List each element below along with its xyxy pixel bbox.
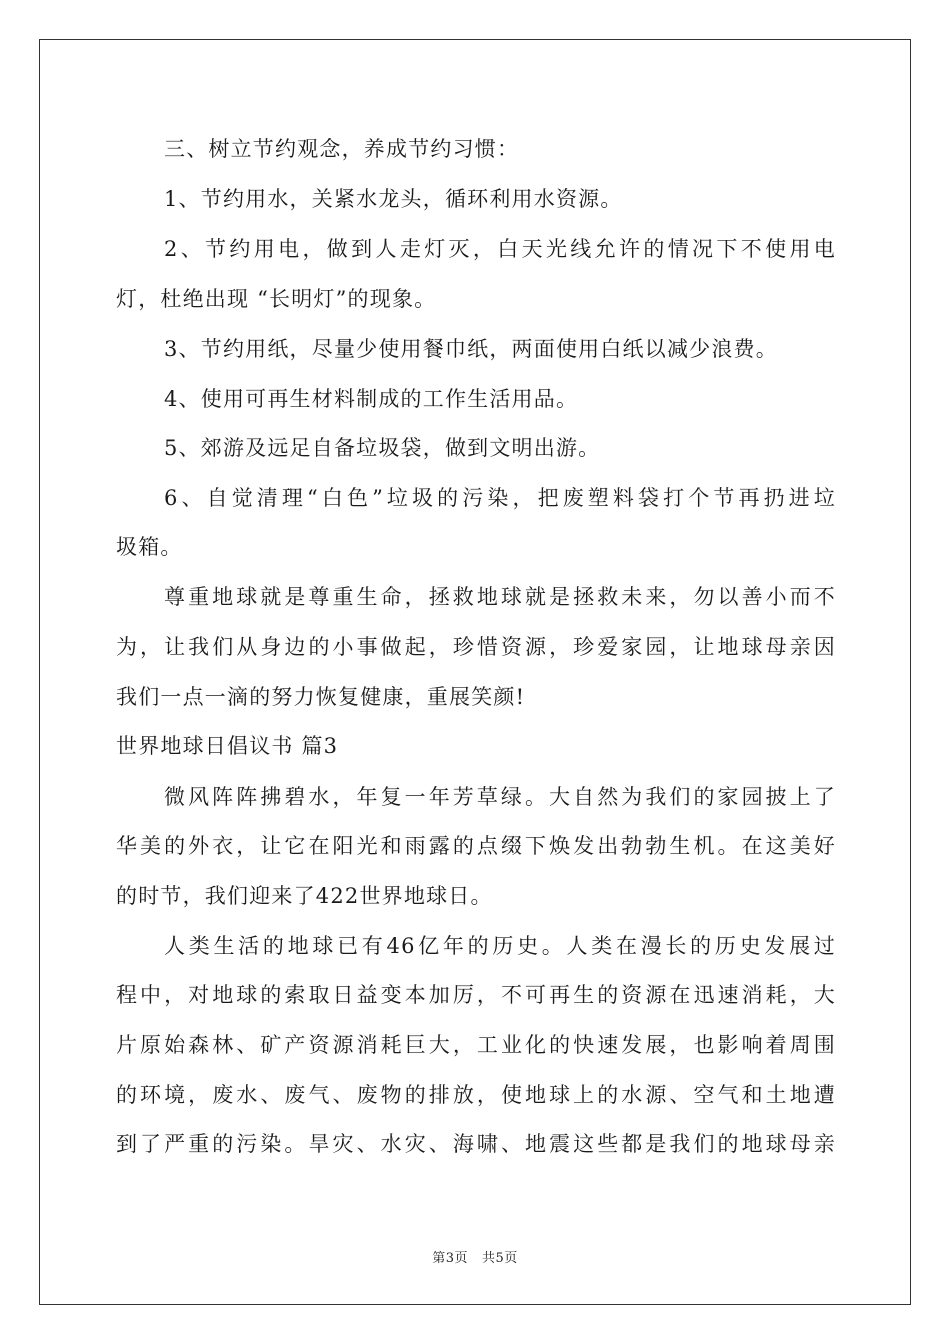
- closing-paragraph-line-1: 尊重地球就是尊重生命，拯救地球就是拯救未来，勿以善小而不: [164, 585, 836, 609]
- page-total: 共5页: [482, 1251, 518, 1266]
- history-paragraph-line-4: 的环境，废水、废气、废物的排放，使地球上的水源、空气和土地遭: [116, 1083, 836, 1107]
- intro-paragraph-line-1: 微风阵阵拂碧水，年复一年芳草绿。大自然为我们的家园披上了: [164, 785, 836, 809]
- history-paragraph-line-1: 人类生活的地球已有46亿年的历史。人类在漫长的历史发展过: [164, 934, 836, 958]
- list-item-3: 3、节约用纸，尽量少使用餐巾纸，两面使用白纸以减少浪费。: [164, 337, 778, 361]
- intro-paragraph-line-3: 的时节，我们迎来了422世界地球日。: [116, 884, 493, 908]
- page-footer: [0, 1247, 950, 1266]
- closing-paragraph-line-2: 为，让我们从身边的小事做起，珍惜资源，珍爱家园，让地球母亲因: [116, 635, 836, 659]
- list-item-1: 1、节约用水，关紧水龙头，循环利用水资源。: [164, 187, 623, 211]
- page-number: 第3页: [432, 1251, 468, 1266]
- list-item-4: 4、使用可再生材料制成的工作生活用品。: [164, 387, 579, 411]
- list-item-6-line-2: 圾箱。: [116, 535, 183, 559]
- list-item-2-line-1: 2、节约用电，做到人走灯灭，白天光线允许的情况下不使用电: [164, 237, 836, 261]
- closing-paragraph-line-3: 我们一点一滴的努力恢复健康，重展笑颜!: [116, 685, 526, 709]
- page-border: [39, 39, 911, 1305]
- intro-paragraph-line-2: 华美的外衣，让它在阳光和雨露的点缀下焕发出勃勃生机。在这美好: [116, 834, 836, 858]
- article-title: 世界地球日倡议书 篇3: [116, 734, 339, 758]
- list-item-2-line-2: 灯，杜绝出现 “长明灯”的现象。: [116, 287, 437, 311]
- list-item-5: 5、郊游及远足自备垃圾袋，做到文明出游。: [164, 436, 601, 460]
- section-heading-three: 三、树立节约观念，养成节约习惯：: [164, 137, 520, 161]
- history-paragraph-line-3: 片原始森林、矿产资源消耗巨大，工业化的快速发展，也影响着周围: [116, 1033, 836, 1057]
- history-paragraph-line-2: 程中，对地球的索取日益变本加厉，不可再生的资源在迅速消耗，大: [116, 983, 836, 1007]
- list-item-6-line-1: 6、自觉清理“白色”垃圾的污染，把废塑料袋打个节再扔进垃: [164, 486, 836, 510]
- history-paragraph-line-5: 到了严重的污染。旱灾、水灾、海啸、地震这些都是我们的地球母亲: [116, 1132, 836, 1156]
